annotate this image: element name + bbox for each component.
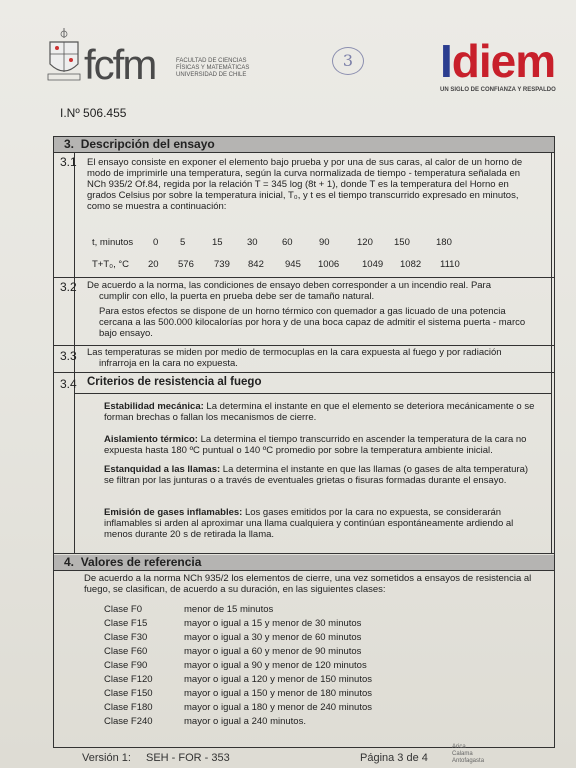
criterion-mechanical-stability: Estabilidad mecánica: La determina el instante en que el elemento se deteriora mecánicamente o se forman brechas o fallan los mecanismos de cierre. <box>104 401 535 423</box>
criterion-flame-tightness: Estanquidad a las llamas: La determina el instante en que las llamas (o gases de alta temperatura) se filtran por las junturas o a través de eventuales grietas o fisuras formadas durante el ensayo. <box>104 464 529 486</box>
temperature-row: T+T₀, °C 20 576 739 842 945 1006 1049 1082 1110 <box>92 259 460 270</box>
class-row: Clase F30 mayor o igual a 30 y menor de 60 minutos <box>104 632 362 643</box>
class-row: Clase F240 mayor o igual a 240 minutos. <box>104 716 306 727</box>
footer-stamp: Arica Calama Antofagasta <box>452 744 485 764</box>
p33-text: Las temperaturas se miden por medio de termocuplas en la cara expuesta al fuego y por radiación infrarroja en la cara no expuesta. <box>87 347 502 369</box>
footer-code: SEH - FOR - 353 <box>146 752 230 764</box>
fcfm-logo: fcfm <box>84 41 156 88</box>
handwritten-page-number: 3 <box>332 47 364 75</box>
class-row: Clase F60 mayor o igual a 60 y menor de 90 minutos <box>104 646 362 657</box>
section-4-header: 4. Valores de referencia <box>54 555 554 570</box>
criterion-thermal-insulation: Aislamiento térmico: La determina el tiempo transcurrido en ascender la temperatura de la cara no expuesta hasta 180 ºC puntual o 140 ºC promedio por sobre la temperatura ambiente inicial. <box>104 434 527 456</box>
faculty-name: FACULTAD DE CIENCIAS FÍSICAS Y MATEMÁTICAS UNIVERSIDAD DE CHILE <box>176 58 250 78</box>
class-row: Clase F15 mayor o igual a 15 y menor de 30 minutos <box>104 618 362 629</box>
class-row: Clase F120 mayor o igual a 120 y menor de 150 minutos <box>104 674 372 685</box>
p31-number: 3.1 <box>60 155 77 169</box>
class-row: Clase F180 mayor o igual a 180 y menor de 240 minutos <box>104 702 372 713</box>
p33-number: 3.3 <box>60 349 77 363</box>
p34-title: Criterios de resistencia al fuego <box>87 376 262 388</box>
time-row: t, minutos 0 5 15 30 60 90 120 150 180 <box>92 237 452 248</box>
section-3-header <box>54 137 554 152</box>
class-row: Clase F0 menor de 15 minutos <box>104 604 274 615</box>
class-row: Clase F90 mayor o igual a 90 y menor de 120 minutos <box>104 660 367 671</box>
criterion-flammable-gases: Emisión de gases inflamables: Los gases emitidos por la cara no expuesta, se considerarán inflamables si arden al aproximar una llama cualquiera y continúan espontáneamente ardiendo al menos durante 20 s de retirada la llama. <box>104 507 514 540</box>
idiem-tagline: UN SIGLO DE CONFIANZA Y RESPALDO <box>440 87 556 93</box>
report-number: I.Nº 506.455 <box>60 106 127 120</box>
section-4-intro: De acuerdo a la norma NCh 935/2 los elementos de cierre, una vez sometidos a ensayos de resistencia al fuego, se clasifican, de acuerdo a su duración, en las siguientes clases: <box>84 573 532 595</box>
footer-page: Página 3 de 4 <box>360 752 428 764</box>
section-3-title: 3. Descripción del ensayo <box>64 137 215 151</box>
university-seal-icon <box>46 26 82 84</box>
p32-text: De acuerdo a la norma, las condiciones de ensayo deben corresponder a un incendio real. Para cumplir con ello, la puerta en prueba debe ser de tamaño natural. Para estos efectos se dispone de un horno térmico con quemador a gas licuado de una potencia cercana a las 500.000 kilocalorías por hora y de una boca capaz de admitir el sistema puerta - marco bajo ensayo. <box>87 280 526 339</box>
footer-version: Versión 1: <box>82 752 131 764</box>
content-table <box>53 136 555 748</box>
p32-number: 3.2 <box>60 280 77 294</box>
idiem-logo: Idiem <box>440 35 556 87</box>
p31-text: El ensayo consiste en exponer el elemento bajo prueba y por una de sus caras, al calor de un horno de modo de imprimirle una temperatura, según la curva normalizada de tiempo - temperatura señalada en NCh 935/2 Of.84, regida por la relación T = 345 log (8t + 1), donde T es la temperatura del Horno en grados Celsius por sobre la temperatura inicial, T₀, y t es el tiempo transcurrido expresado en minutos, como se muestra a continuación: <box>87 157 523 212</box>
class-row: Clase F150 mayor o igual a 150 y menor de 180 minutos <box>104 688 372 699</box>
p34-number: 3.4 <box>60 377 77 391</box>
